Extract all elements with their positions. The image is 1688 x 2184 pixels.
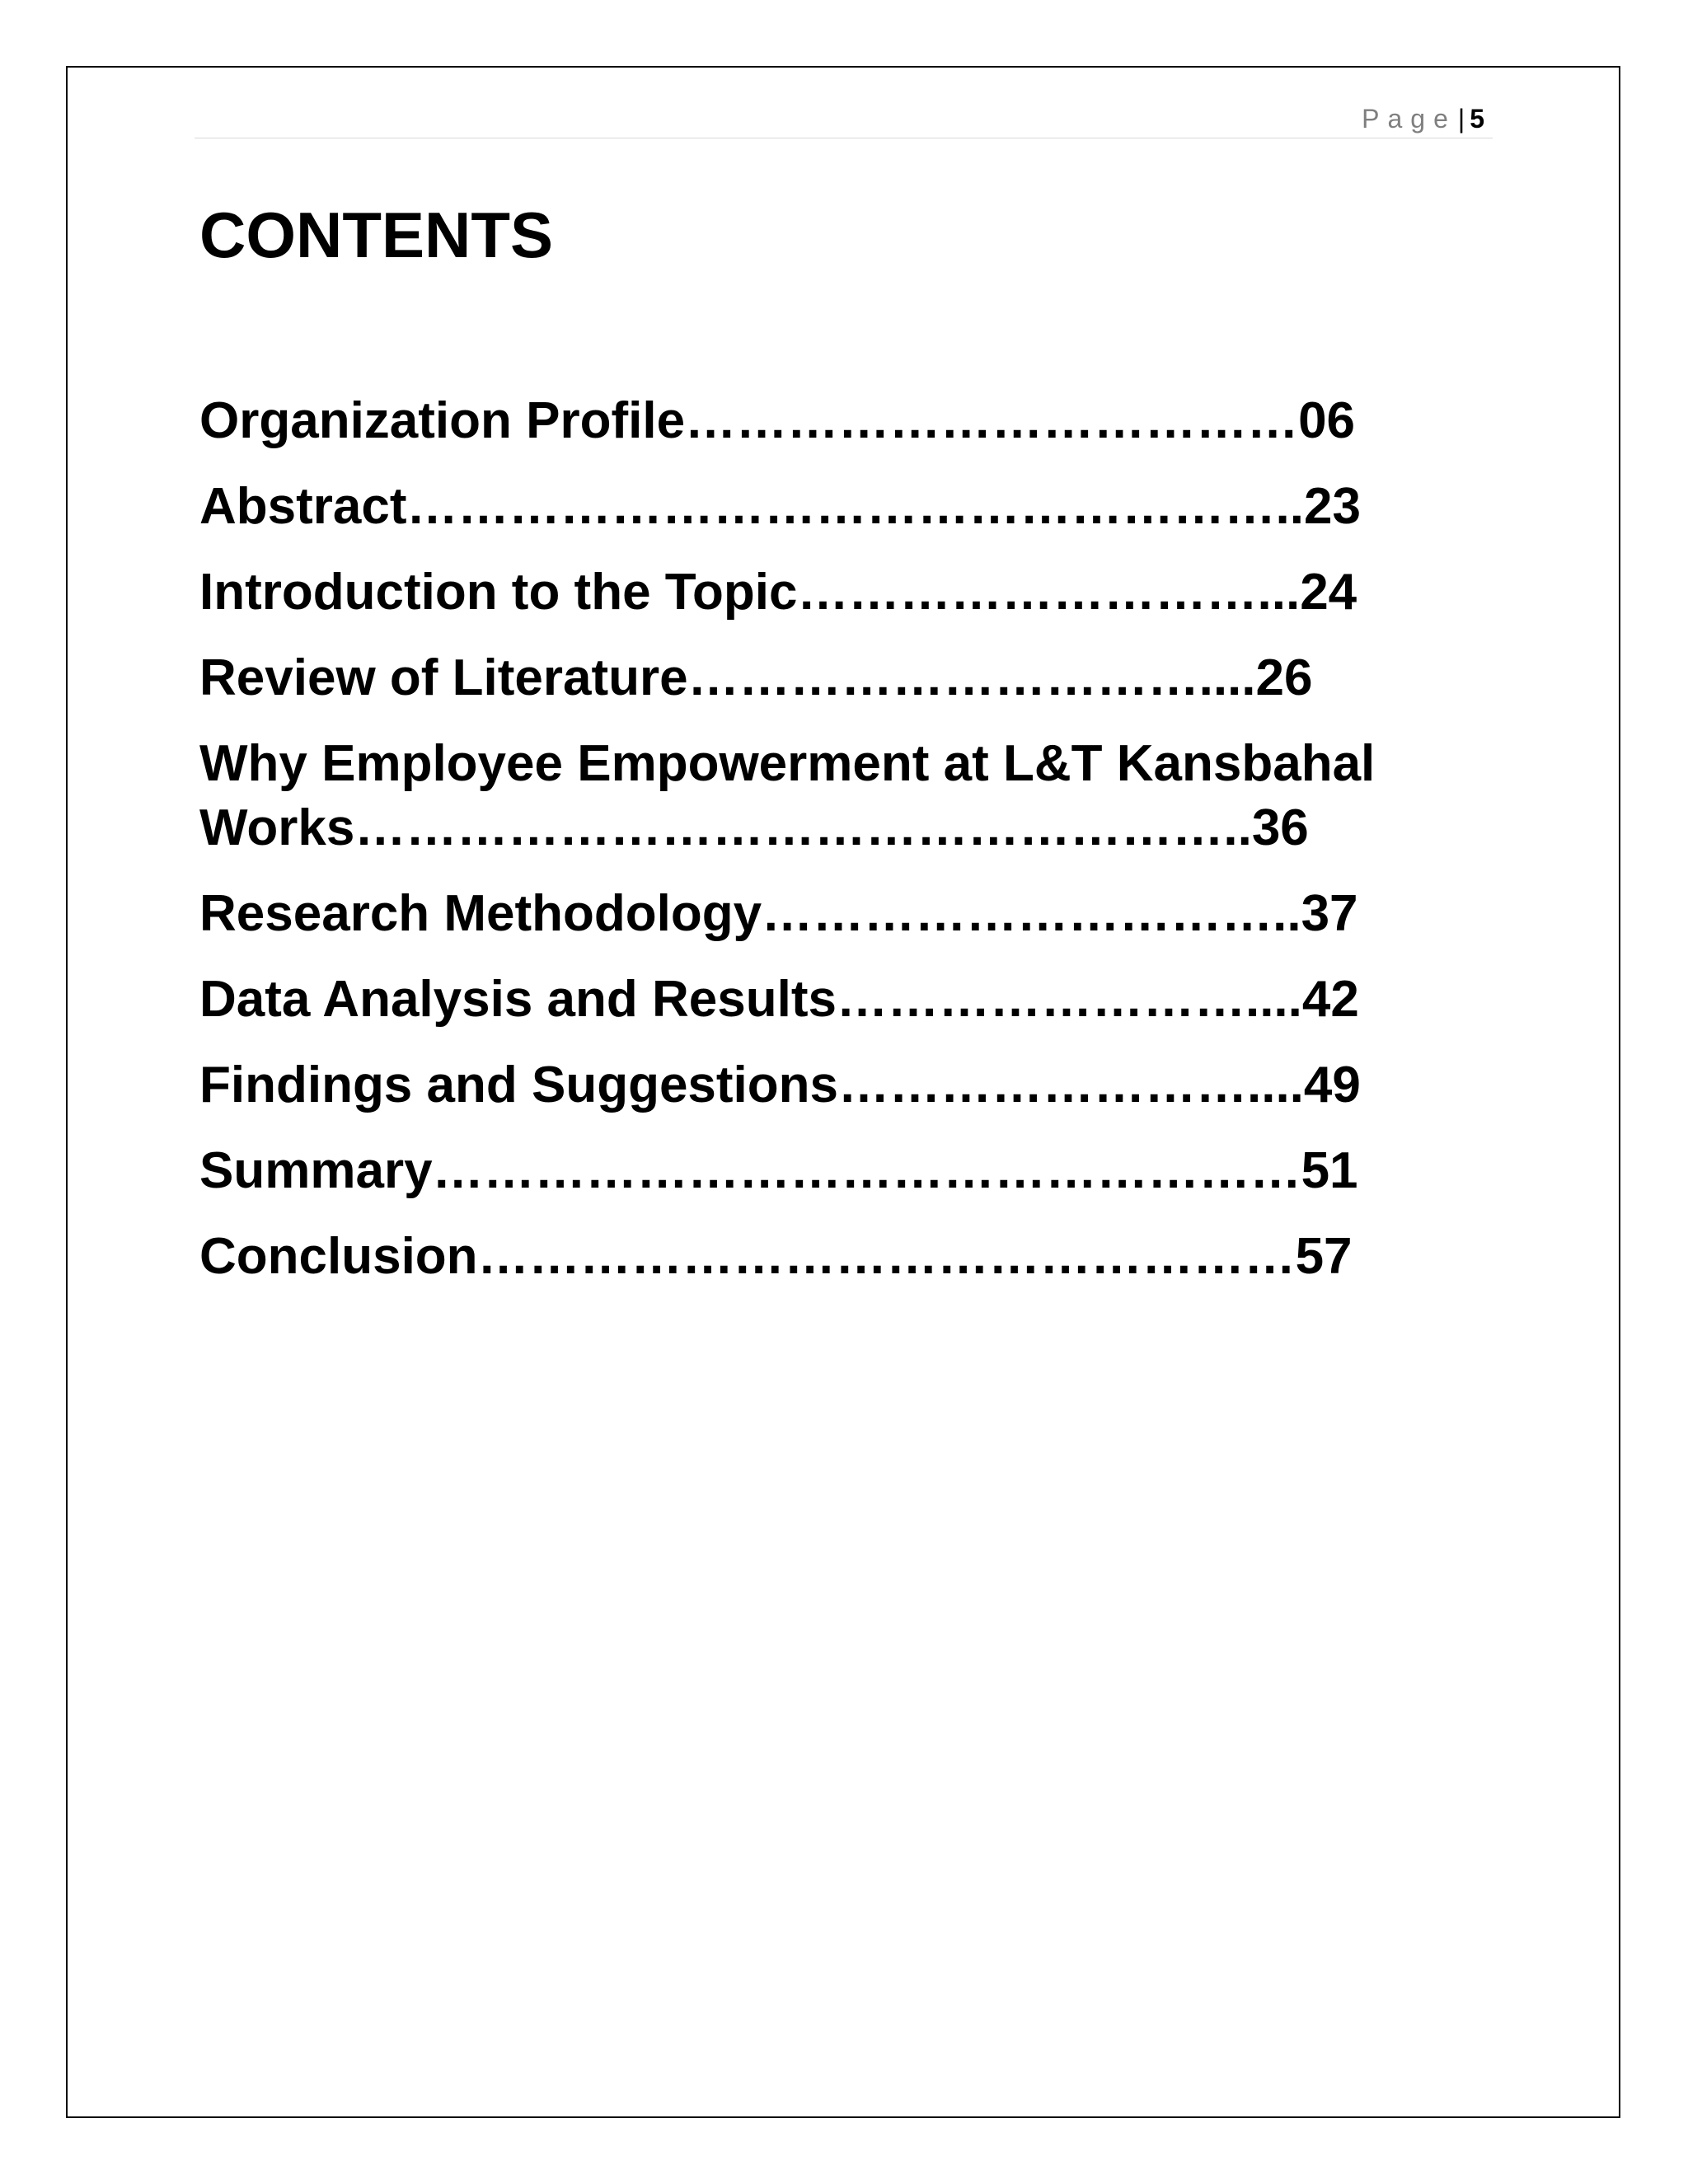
toc-leader: ……………………………………………..	[406, 478, 1304, 535]
toc-entry-review-of-literature	[199, 646, 1518, 710]
toc-label: Findings and Suggestions	[199, 1057, 838, 1113]
toc-page: 51	[1301, 1142, 1358, 1199]
contents-title: CONTENTS	[199, 199, 553, 271]
toc-page: 49	[1303, 1057, 1361, 1113]
toc-leader: ……………………....	[838, 1057, 1304, 1113]
toc-page: 57	[1295, 1228, 1353, 1285]
toc-leader: ……………………………………………..	[354, 799, 1252, 856]
toc-leader: …………………………....	[687, 649, 1256, 706]
toc-page: 24	[1300, 564, 1357, 621]
toc-page: 42	[1301, 971, 1359, 1028]
toc-page: 36	[1251, 799, 1309, 856]
page-number-label	[1362, 102, 1484, 135]
toc-entry-abstract	[199, 475, 1518, 539]
toc-label: Introduction to the Topic	[199, 564, 798, 621]
toc-label-line2: Works	[199, 799, 355, 856]
toc-leader: …………………………..	[762, 885, 1301, 942]
toc-leader: …………………………………………	[477, 1228, 1296, 1285]
toc-entry-research-methodology	[199, 882, 1518, 946]
toc-entry-findings	[199, 1053, 1518, 1118]
page-header	[195, 97, 1493, 138]
page-word: Page	[1362, 104, 1456, 134]
toc-label: Abstract	[199, 478, 407, 535]
toc-leader: ……………………………………………	[432, 1142, 1301, 1199]
toc-entry-data-analysis	[199, 968, 1518, 1032]
toc-label: Organization Profile	[199, 392, 686, 449]
toc-leader: ………………………...	[797, 564, 1301, 621]
toc-entry-why-employee-empowerment	[199, 732, 1518, 860]
toc-label-line1: Why Employee Empowerment at L&T Kansbahal	[199, 735, 1376, 792]
toc-leader: ……………………....	[836, 971, 1302, 1028]
toc-entry-conclusion	[199, 1225, 1518, 1289]
toc-label: Data Analysis and Results	[199, 971, 837, 1028]
toc-page: 06	[1298, 392, 1356, 449]
toc-page: 23	[1303, 478, 1361, 535]
toc-page: 26	[1255, 649, 1313, 706]
toc-label: Research Methodology	[199, 885, 762, 942]
toc-label: Conclusion	[199, 1228, 478, 1285]
toc-label: Summary	[199, 1142, 433, 1199]
table-of-contents	[199, 389, 1518, 1310]
page-number: 5	[1470, 104, 1484, 134]
toc-entry-summary	[199, 1139, 1518, 1203]
toc-label: Review of Literature	[199, 649, 688, 706]
toc-entry-organization-profile	[199, 389, 1518, 453]
toc-page: 37	[1301, 885, 1358, 942]
toc-entry-introduction	[199, 560, 1518, 625]
toc-leader: ………………………………	[685, 392, 1299, 449]
page-separator: |	[1457, 104, 1465, 134]
